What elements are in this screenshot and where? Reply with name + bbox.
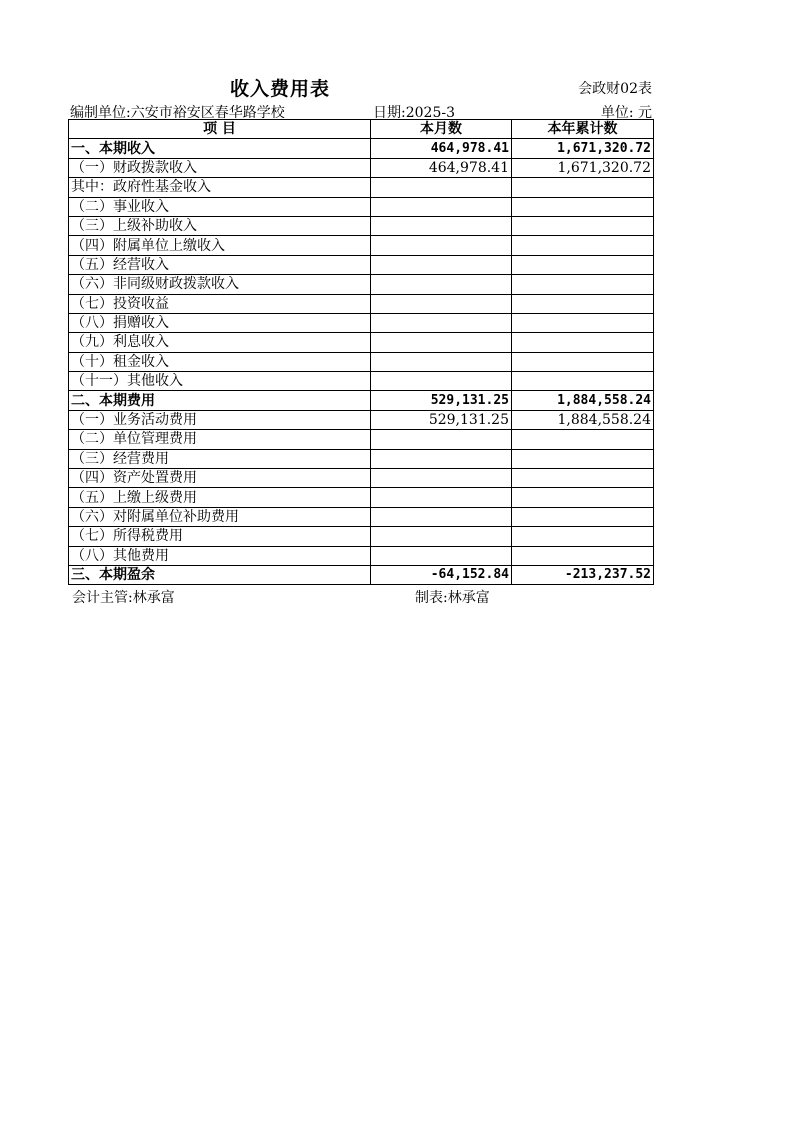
row-label: （六）非同级财政拨款收入 — [69, 275, 371, 294]
table-row — [69, 372, 654, 391]
table-row — [69, 507, 654, 526]
row-label: （四）附属单位上缴收入 — [69, 236, 371, 255]
row-label: （一）财政拨款收入 — [69, 158, 371, 177]
row-ytd-value — [512, 352, 654, 371]
table-row — [69, 488, 654, 507]
row-ytd-value — [512, 313, 654, 332]
table-row — [69, 430, 654, 449]
table-row — [69, 469, 654, 488]
row-ytd-value — [512, 333, 654, 352]
row-month-value — [371, 313, 512, 332]
table-row — [69, 216, 654, 235]
column-header-item: 项 目 — [69, 120, 371, 139]
row-month-value: 529,131.25 — [371, 391, 512, 410]
row-ytd-value — [512, 372, 654, 391]
table-row — [69, 391, 654, 410]
row-label: （六）对附属单位补助费用 — [69, 507, 371, 526]
row-label: （七）投资收益 — [69, 294, 371, 313]
row-month-value: 529,131.25 — [371, 410, 512, 429]
row-month-value — [371, 372, 512, 391]
row-month-value — [371, 255, 512, 274]
table-row — [69, 255, 654, 274]
row-month-value — [371, 294, 512, 313]
table-row — [69, 449, 654, 468]
preparer-signature: 制表:林承富 — [415, 590, 490, 606]
table-row — [69, 197, 654, 216]
table-row — [69, 236, 654, 255]
table-row — [69, 527, 654, 546]
column-header-ytd: 本年累计数 — [512, 120, 654, 139]
row-month-value — [371, 449, 512, 468]
row-ytd-value — [512, 469, 654, 488]
table-row — [69, 410, 654, 429]
row-label: （二）事业收入 — [69, 197, 371, 216]
row-label: 二、本期费用 — [69, 391, 371, 410]
row-ytd-value — [512, 197, 654, 216]
table-row — [69, 546, 654, 565]
report-date: 日期:2025-3 — [373, 105, 455, 121]
report-title: 收入费用表 — [230, 78, 331, 100]
accountant-signature: 会计主管:林承富 — [72, 590, 175, 606]
row-month-value — [371, 352, 512, 371]
row-label: （十）租金收入 — [69, 352, 371, 371]
row-month-value — [371, 488, 512, 507]
row-label: （四）资产处置费用 — [69, 469, 371, 488]
row-month-value — [371, 333, 512, 352]
row-ytd-value — [512, 275, 654, 294]
table-row — [69, 352, 654, 371]
row-label: （七）所得税费用 — [69, 527, 371, 546]
income-expense-table — [68, 119, 654, 585]
row-month-value — [371, 275, 512, 294]
row-ytd-value — [512, 236, 654, 255]
row-ytd-value — [512, 546, 654, 565]
row-label: （九）利息收入 — [69, 333, 371, 352]
table-row — [69, 158, 654, 177]
row-ytd-value — [512, 488, 654, 507]
row-ytd-value — [512, 216, 654, 235]
row-label: （五）经营收入 — [69, 255, 371, 274]
row-ytd-value — [512, 255, 654, 274]
row-ytd-value — [512, 449, 654, 468]
table-row — [69, 178, 654, 197]
row-label: （二）单位管理费用 — [69, 430, 371, 449]
row-month-value — [371, 197, 512, 216]
row-month-value — [371, 236, 512, 255]
form-number: 会政财02表 — [578, 81, 652, 97]
row-ytd-value — [512, 527, 654, 546]
row-month-value: 464,978.41 — [371, 139, 512, 158]
row-label: 其中：政府性基金收入 — [69, 178, 371, 197]
row-ytd-value: 1,671,320.72 — [512, 139, 654, 158]
table-row — [69, 313, 654, 332]
row-ytd-value — [512, 178, 654, 197]
row-ytd-value: 1,884,558.24 — [512, 410, 654, 429]
row-month-value — [371, 216, 512, 235]
row-month-value — [371, 430, 512, 449]
table-row — [69, 139, 654, 158]
row-month-value: -64,152.84 — [371, 565, 512, 584]
row-ytd-value — [512, 507, 654, 526]
row-ytd-value: -213,237.52 — [512, 565, 654, 584]
row-label: （八）捐赠收入 — [69, 313, 371, 332]
row-label: 一、本期收入 — [69, 139, 371, 158]
row-label: （三）经营费用 — [69, 449, 371, 468]
row-month-value — [371, 546, 512, 565]
row-month-value — [371, 178, 512, 197]
table-row — [69, 333, 654, 352]
row-label: （一）业务活动费用 — [69, 410, 371, 429]
row-month-value: 464,978.41 — [371, 158, 512, 177]
row-month-value — [371, 527, 512, 546]
row-month-value — [371, 469, 512, 488]
row-ytd-value: 1,884,558.24 — [512, 391, 654, 410]
table-row — [69, 565, 654, 584]
row-ytd-value: 1,671,320.72 — [512, 158, 654, 177]
row-label: （三）上级补助收入 — [69, 216, 371, 235]
table-header-row — [69, 120, 654, 139]
row-ytd-value — [512, 294, 654, 313]
row-label: （五）上缴上级费用 — [69, 488, 371, 507]
currency-unit: 单位: 元 — [600, 105, 652, 121]
row-label: （八）其他费用 — [69, 546, 371, 565]
row-month-value — [371, 507, 512, 526]
row-ytd-value — [512, 430, 654, 449]
row-label: 三、本期盈余 — [69, 565, 371, 584]
row-label: （十一）其他收入 — [69, 372, 371, 391]
table-row — [69, 294, 654, 313]
column-header-month: 本月数 — [371, 120, 512, 139]
table-row — [69, 275, 654, 294]
organization-label: 编制单位:六安市裕安区春华路学校 — [70, 105, 285, 121]
